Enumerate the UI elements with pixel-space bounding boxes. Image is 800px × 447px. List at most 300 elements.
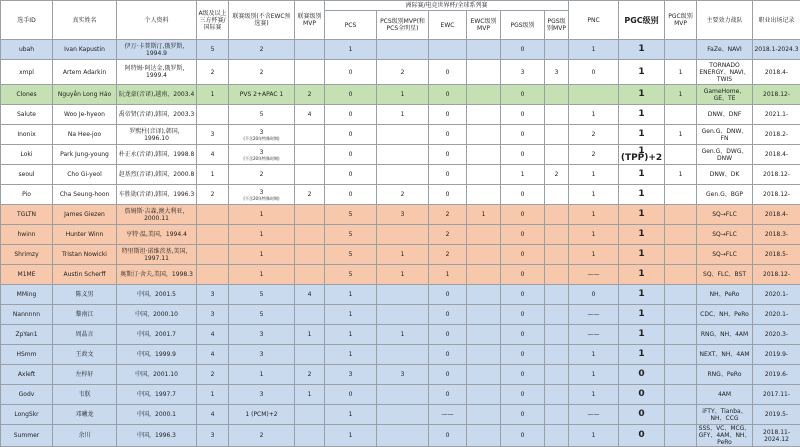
cell-pnc: 0 <box>569 285 619 305</box>
cell-real-name: Tristan Nowicki <box>53 245 117 265</box>
cell-pgs: 0 <box>501 225 545 245</box>
cell-ewc: 0 <box>429 325 467 345</box>
cell-pcs: 1 <box>325 405 377 425</box>
cell-pcs-mvp: 1 <box>377 85 429 105</box>
cell-ewc: 0 <box>429 125 467 145</box>
cell-teams: RNG、NH、4AM <box>697 325 753 345</box>
cell-pgc: 1 <box>619 40 665 60</box>
cell-a-tier <box>197 205 229 225</box>
cell-teams: SQ、FLC、BST <box>697 265 753 285</box>
cell-league: 1 <box>229 205 295 225</box>
cell-profile: 中国，1999.9 <box>117 345 197 365</box>
cell-profile: 罗熙柱(音译),韩国，1996.10 <box>117 125 197 145</box>
cell-pgs-mvp <box>545 345 569 365</box>
cell-pgs-mvp <box>545 225 569 245</box>
cell-pgs: 1 <box>501 165 545 185</box>
cell-profile: 中国，2001.10 <box>117 365 197 385</box>
cell-real-name: 陈义男 <box>53 285 117 305</box>
cell-league-mvp: 2 <box>295 185 325 205</box>
cell-pcs-mvp: 1 <box>377 265 429 285</box>
table-row <box>1 305 800 325</box>
cell-ewc-mvp <box>467 185 501 205</box>
cell-career: 2017.11- <box>753 385 800 405</box>
cell-pnc: 1 <box>569 205 619 225</box>
cell-real-name: Cha Seung-hoon <box>53 185 117 205</box>
cell-league-mvp <box>295 265 325 285</box>
cell-pcs-mvp <box>377 385 429 405</box>
cell-pgc-mvp <box>665 145 697 165</box>
cell-pgc-mvp <box>665 245 697 265</box>
cell-pnc: 1 <box>569 165 619 185</box>
cell-a-tier: 3 <box>197 305 229 325</box>
cell-pcs: 1 <box>325 40 377 60</box>
cell-real-name: Ivan Kapustin <box>53 40 117 60</box>
cell-pgc-mvp <box>665 365 697 385</box>
cell-ewc: 0 <box>429 385 467 405</box>
cell-pgc-mvp <box>665 345 697 365</box>
cell-teams: FaZe、NAVI <box>697 40 753 60</box>
cell-profile: 车胜勋(音译),韩国，1996.3 <box>117 185 197 205</box>
cell-pcs-mvp <box>377 285 429 305</box>
cell-pgs: 0 <box>501 385 545 405</box>
cell-ewc-mvp <box>467 385 501 405</box>
cell-pcs-mvp <box>377 125 429 145</box>
cell-league-mvp <box>295 345 325 365</box>
cell-career: 2018.12- <box>753 85 800 105</box>
table-row <box>1 225 800 245</box>
cell-league-mvp: 2 <box>295 365 325 385</box>
cell-pgc: 1 <box>619 325 665 345</box>
cell-profile: 中国，2001.5 <box>117 285 197 305</box>
cell-pgs: 0 <box>501 285 545 305</box>
cell-player-id: M1ME <box>1 265 53 285</box>
cell-league-mvp <box>295 305 325 325</box>
header-a-tier: A级及以上三方杯赛/国际赛 <box>197 1 229 40</box>
cell-league-mvp <box>295 40 325 60</box>
table-row <box>1 245 800 265</box>
cell-pgc: 1 <box>619 85 665 105</box>
cell-ewc: 0 <box>429 60 467 85</box>
cell-ewc-mvp <box>467 425 501 447</box>
cell-pgs-mvp <box>545 40 569 60</box>
cell-ewc: 0 <box>429 145 467 165</box>
cell-career: 2020.3- <box>753 325 800 345</box>
cell-pgs-mvp <box>545 245 569 265</box>
table-row <box>1 345 800 365</box>
cell-ewc-mvp <box>467 345 501 365</box>
header-league-mvp: 联赛级别MVP <box>295 1 325 40</box>
cell-player-id: LongSkr <box>1 405 53 425</box>
cell-teams: DNW、DNF <box>697 105 753 125</box>
cell-career: 2018.12- <box>753 165 800 185</box>
cell-profile: 阮龙豪(音译),越南，2003.4 <box>117 85 197 105</box>
cell-pgs: 0 <box>501 245 545 265</box>
cell-league: 2 <box>229 165 295 185</box>
header-pcs: PCS <box>325 11 377 40</box>
cell-league-mvp <box>295 405 325 425</box>
cell-teams: SQ→FLC <box>697 245 753 265</box>
cell-pcs-mvp <box>377 145 429 165</box>
cell-ewc: 0 <box>429 425 467 447</box>
cell-pnc <box>569 85 619 105</box>
table-row <box>1 265 800 285</box>
cell-career: 2019.5- <box>753 405 800 425</box>
cell-ewc-mvp <box>467 225 501 245</box>
header-intl-group: 洲际赛/电竞世界杯/全球系列赛 <box>325 1 569 11</box>
cell-career: 2019.9- <box>753 345 800 365</box>
table-row <box>1 40 800 60</box>
table-row <box>1 85 800 105</box>
cell-real-name: 邓曦龙 <box>53 405 117 425</box>
cell-player-id: Summer <box>1 425 53 447</box>
cell-real-name: Nguyễn Long Hảo <box>53 85 117 105</box>
cell-profile: 阿特姆·阿达金,俄罗斯，1999.4 <box>117 60 197 85</box>
table-row <box>1 385 800 405</box>
table-row <box>1 165 800 185</box>
cell-a-tier: 2 <box>197 60 229 85</box>
cell-pgc-mvp <box>665 105 697 125</box>
cell-teams: GameHome、GE、TE <box>697 85 753 105</box>
cell-teams: NEXT、NH、4AM <box>697 345 753 365</box>
cell-league: 5 <box>229 285 295 305</box>
cell-pcs-mvp: 2 <box>377 185 429 205</box>
cell-pgs: 0 <box>501 105 545 125</box>
cell-pgs-mvp <box>545 325 569 345</box>
cell-career: 2018.11-2024.12 <box>753 425 800 447</box>
cell-a-tier: 5 <box>197 40 229 60</box>
cell-league: 2 <box>229 60 295 85</box>
cell-pcs: 1 <box>325 305 377 325</box>
cell-player-id: MMing <box>1 285 53 305</box>
cell-pgs: 0 <box>501 365 545 385</box>
cell-career: 2018.5- <box>753 245 800 265</box>
table-row <box>1 185 800 205</box>
header-league: 联赛级别(不含EWC预选赛) <box>229 1 295 40</box>
cell-pgc: 1 <box>619 165 665 185</box>
table-row <box>1 125 800 145</box>
cell-pcs: 0 <box>325 145 377 165</box>
cell-real-name: 余川 <box>53 425 117 447</box>
cell-pcs: 5 <box>325 225 377 245</box>
cell-league: 3 <box>229 325 295 345</box>
cell-real-name: Na Hee-joo <box>53 125 117 145</box>
cell-pcs: 0 <box>325 185 377 205</box>
cell-ewc: 1 <box>429 265 467 285</box>
header-player-id: 选手ID <box>1 1 53 40</box>
cell-league: PVS 2+APAC 1 <box>229 85 295 105</box>
cell-pcs-mvp: 2 <box>377 60 429 85</box>
cell-a-tier <box>197 245 229 265</box>
header-pgs: PGS级别 <box>501 11 545 40</box>
cell-pgc: 0 <box>619 425 665 447</box>
cell-pgs-mvp <box>545 145 569 165</box>
cell-ewc-mvp <box>467 325 501 345</box>
cell-pgc-mvp <box>665 425 697 447</box>
cell-real-name: Woo Je-hyeon <box>53 105 117 125</box>
cell-ewc-mvp <box>467 105 501 125</box>
cell-pgc: 1 <box>619 345 665 365</box>
cell-ewc: 0 <box>429 305 467 325</box>
cell-player-id: seoul <box>1 165 53 185</box>
cell-league: 2 <box>229 425 295 447</box>
table-body <box>1 40 800 447</box>
cell-pcs-mvp: 1 <box>377 105 429 125</box>
cell-pgs: 0 <box>501 425 545 447</box>
cell-pcs-mvp: 1 <box>377 245 429 265</box>
cell-teams: Gen.G、BGP <box>697 185 753 205</box>
header-pgs-mvp: PGS级别MVP <box>545 11 569 40</box>
table-row <box>1 365 800 385</box>
cell-a-tier: 3 <box>197 285 229 305</box>
league-note: (不含20年特殊时期) <box>230 196 293 201</box>
cell-pgs: 3 <box>501 60 545 85</box>
table-row <box>1 145 800 165</box>
header-profile: 个人资料 <box>117 1 197 40</box>
cell-ewc: 0 <box>429 365 467 385</box>
cell-career: 2018.4- <box>753 205 800 225</box>
cell-teams: NH、PeRo <box>697 285 753 305</box>
cell-pcs: 5 <box>325 205 377 225</box>
cell-league: 3 <box>229 345 295 365</box>
cell-pnc: —— <box>569 305 619 325</box>
cell-pcs-mvp <box>377 40 429 60</box>
cell-a-tier: 4 <box>197 325 229 345</box>
cell-teams: Gen.G、DWG、DNW <box>697 145 753 165</box>
cell-pcs: 1 <box>325 325 377 345</box>
table-row <box>1 205 800 225</box>
cell-pgc: 1 <box>619 245 665 265</box>
table-row <box>1 105 800 125</box>
cell-ewc: 2 <box>429 205 467 225</box>
cell-pgs-mvp <box>545 185 569 205</box>
cell-ewc-mvp <box>467 85 501 105</box>
cell-league-mvp: 1 <box>295 385 325 405</box>
table-row <box>1 425 800 447</box>
cell-pcs-mvp <box>377 225 429 245</box>
cell-pgs-mvp <box>545 265 569 285</box>
cell-profile: 赵基烈(音译),韩国，2000.8 <box>117 165 197 185</box>
cell-teams: 4AM <box>697 385 753 405</box>
cell-pgs-mvp <box>545 285 569 305</box>
cell-a-tier: 3 <box>197 125 229 145</box>
cell-pnc: 1 <box>569 385 619 405</box>
cell-pgs: 0 <box>501 265 545 285</box>
cell-profile: 禹帝贤(音译),韩国，2003.3 <box>117 105 197 125</box>
cell-pcs: 0 <box>325 125 377 145</box>
cell-ewc-mvp <box>467 245 501 265</box>
cell-pgs-mvp <box>545 205 569 225</box>
cell-ewc-mvp <box>467 365 501 385</box>
cell-player-id: Salute <box>1 105 53 125</box>
cell-pcs-mvp <box>377 305 429 325</box>
cell-ewc: 2 <box>429 245 467 265</box>
cell-pgs: 0 <box>501 125 545 145</box>
cell-a-tier: 3 <box>197 425 229 447</box>
cell-profile: 特里斯坦·诺维茨基,美国，1997.11 <box>117 245 197 265</box>
header-pnc: PNC <box>569 1 619 40</box>
cell-pcs: 1 <box>325 345 377 365</box>
cell-league: 3 <box>229 385 295 405</box>
cell-league-mvp: 2 <box>295 85 325 105</box>
cell-ewc: 0 <box>429 185 467 205</box>
cell-pgc-mvp <box>665 325 697 345</box>
cell-player-id: Nannnnn <box>1 305 53 325</box>
cell-ewc-mvp: 1 <box>467 205 501 225</box>
cell-profile: 伊万·卡普斯汀,俄罗斯，1994.9 <box>117 40 197 60</box>
cell-player-id: Pio <box>1 185 53 205</box>
cell-league-mvp <box>295 60 325 85</box>
cell-league: 1 (PCM)+2 <box>229 405 295 425</box>
cell-league: 5 <box>229 305 295 325</box>
cell-pnc: 1 <box>569 345 619 365</box>
cell-league: 1 <box>229 365 295 385</box>
cell-pgc: 1 (TPP)+2 <box>619 145 665 165</box>
cell-pgs-mvp <box>545 385 569 405</box>
cell-career: 2021.1- <box>753 105 800 125</box>
cell-pcs: 3 <box>325 365 377 385</box>
cell-pgc: 1 <box>619 185 665 205</box>
cell-league-mvp <box>295 425 325 447</box>
cell-pcs: 0 <box>325 385 377 405</box>
cell-pgs: 0 <box>501 185 545 205</box>
cell-pgs-mvp <box>545 365 569 385</box>
cell-league-mvp <box>295 125 325 145</box>
cell-ewc: 0 <box>429 345 467 365</box>
cell-pgc: 1 <box>619 265 665 285</box>
cell-pgc-mvp <box>665 405 697 425</box>
cell-pgc-mvp: 1 <box>665 60 697 85</box>
header-pgc: PGC级别 <box>619 1 665 40</box>
cell-pnc: 1 <box>569 365 619 385</box>
cell-real-name: 黎南江 <box>53 305 117 325</box>
cell-pgs: 0 <box>501 205 545 225</box>
cell-teams: SSS、VC、MCG、GFY、4AM、NH、PeRo <box>697 425 753 447</box>
cell-pcs: 5 <box>325 245 377 265</box>
cell-ewc: 0 <box>429 285 467 305</box>
cell-player-id: xmpl <box>1 60 53 85</box>
cell-pgs: 0 <box>501 345 545 365</box>
cell-ewc: —— <box>429 405 467 425</box>
cell-pnc: 1 <box>569 245 619 265</box>
cell-ewc-mvp <box>467 305 501 325</box>
header-ewc-mvp: EWC级别MVP <box>467 11 501 40</box>
cell-career: 2020.1- <box>753 285 800 305</box>
cell-pcs: 0 <box>325 60 377 85</box>
cell-league: 2 <box>229 40 295 60</box>
cell-career: 2018.12- <box>753 265 800 285</box>
cell-pgc-mvp <box>665 40 697 60</box>
cell-league-mvp: 1 <box>295 325 325 345</box>
cell-pgs: 0 <box>501 405 545 425</box>
cell-league-mvp <box>295 145 325 165</box>
cell-pnc: 2 <box>569 125 619 145</box>
league-note: (不含20年特殊时期) <box>230 136 293 141</box>
cell-profile: 中国，1996.3 <box>117 425 197 447</box>
cell-player-id: TGLTN <box>1 205 53 225</box>
cell-player-id: hwinn <box>1 225 53 245</box>
cell-profile: 中国，1997.7 <box>117 385 197 405</box>
cell-player-id: ZpYan1 <box>1 325 53 345</box>
table-row <box>1 285 800 305</box>
cell-pgs: 0 <box>501 305 545 325</box>
cell-a-tier: 1 <box>197 165 229 185</box>
cell-profile: 中国，2000.1 <box>117 405 197 425</box>
table-row <box>1 60 800 85</box>
cell-real-name: James Giezen <box>53 205 117 225</box>
cell-pgc-mvp <box>665 205 697 225</box>
cell-player-id: HSmm <box>1 345 53 365</box>
cell-real-name: Park Jung-young <box>53 145 117 165</box>
cell-pcs-mvp <box>377 165 429 185</box>
cell-real-name: Artem Adarkin <box>53 60 117 85</box>
cell-pgs: 0 <box>501 40 545 60</box>
header-pgc-mvp: PGC级别MVP <box>665 1 697 40</box>
cell-pgc: 0 <box>619 365 665 385</box>
cell-career: 2019.6- <box>753 365 800 385</box>
cell-teams: iFTY、Tianba、NH、CCG <box>697 405 753 425</box>
cell-profile: 朴正永(音译),韩国，1998.8 <box>117 145 197 165</box>
cell-pgc: 1 <box>619 305 665 325</box>
cell-pgc-mvp <box>665 265 697 285</box>
cell-pgc: 1 <box>619 285 665 305</box>
cell-a-tier: 2 <box>197 185 229 205</box>
cell-league: 3 (不含20年特殊时期) <box>229 185 295 205</box>
cell-pgc-mvp <box>665 225 697 245</box>
cell-profile: 詹姆斯·吉森,澳大利亚，2000.11 <box>117 205 197 225</box>
cell-real-name: 左梓轩 <box>53 365 117 385</box>
cell-pgc: 1 <box>619 125 665 145</box>
cell-a-tier <box>197 225 229 245</box>
cell-career: 2020.1- <box>753 305 800 325</box>
cell-pgc: 1 <box>619 225 665 245</box>
cell-pcs: 0 <box>325 85 377 105</box>
cell-pgc-mvp <box>665 285 697 305</box>
cell-pgs-mvp: 2 <box>545 165 569 185</box>
cell-pnc: 2 <box>569 145 619 165</box>
cell-pgs-mvp <box>545 105 569 125</box>
cell-pgs-mvp <box>545 305 569 325</box>
cell-teams: SQ→FLC <box>697 205 753 225</box>
cell-pnc: 1 <box>569 105 619 125</box>
cell-real-name: Hunter Winn <box>53 225 117 245</box>
cell-player-id: Shrimzy <box>1 245 53 265</box>
cell-pcs-mvp: 3 <box>377 205 429 225</box>
cell-pgc-mvp <box>665 305 697 325</box>
cell-player-id: Godv <box>1 385 53 405</box>
cell-pgc-mvp: 1 <box>665 165 697 185</box>
league-note: (不含20年特殊时期) <box>230 156 293 161</box>
cell-pgc: 0 <box>619 385 665 405</box>
cell-league: 1 <box>229 265 295 285</box>
cell-pcs-mvp <box>377 425 429 447</box>
cell-profile: 中国，2000.10 <box>117 305 197 325</box>
cell-teams: Gen.G、DNW、FN <box>697 125 753 145</box>
cell-pgc: 1 <box>619 60 665 85</box>
cell-pcs-mvp <box>377 405 429 425</box>
cell-pnc: 1 <box>569 425 619 447</box>
cell-real-name: 王政文 <box>53 345 117 365</box>
cell-teams: SQ→FLC <box>697 225 753 245</box>
cell-pnc: —— <box>569 325 619 345</box>
cell-pcs: 5 <box>325 265 377 285</box>
cell-real-name: Austin Scherff <box>53 265 117 285</box>
cell-pnc: 1 <box>569 185 619 205</box>
cell-a-tier: 4 <box>197 145 229 165</box>
cell-ewc: 0 <box>429 85 467 105</box>
cell-ewc-mvp <box>467 60 501 85</box>
header-teams: 主要效力战队 <box>697 1 753 40</box>
cell-pnc: 0 <box>569 60 619 85</box>
